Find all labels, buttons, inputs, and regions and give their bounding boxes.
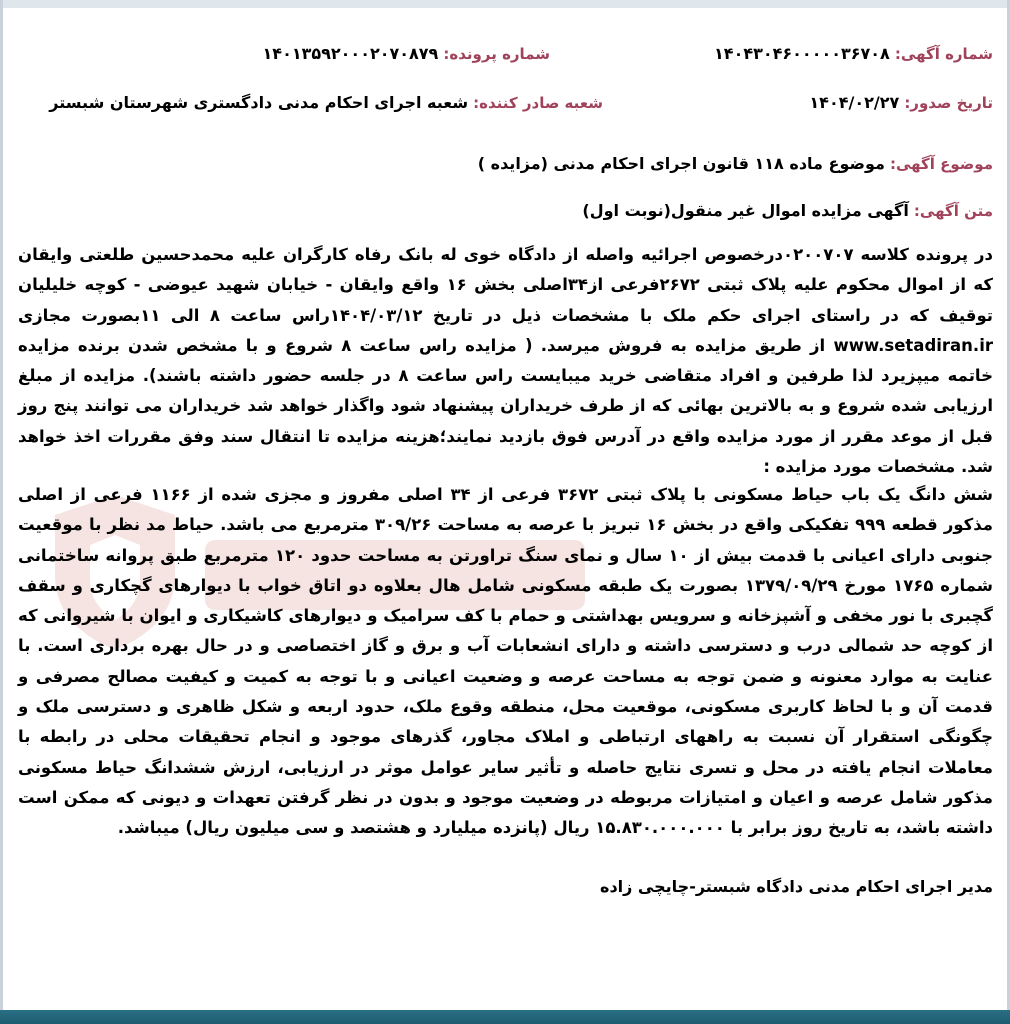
subject: موضوع ماده ۱۱۸ قانون اجرای احکام مدنی (مزایده ) (477, 154, 885, 173)
ad-number-label: شماره آگهی: (894, 45, 993, 63)
text-title-row (582, 201, 993, 220)
issuer-label: شعبه صادر کننده: (473, 94, 603, 112)
ad-number: ۱۴۰۴۳۰۴۶۰۰۰۰۰۳۶۷۰۸ (714, 44, 890, 63)
subject-row (478, 154, 993, 173)
ad-number-row (714, 44, 993, 63)
issue-date-row (809, 93, 993, 112)
case-number-row (263, 44, 550, 63)
issuer-row (49, 93, 603, 112)
text-label: متن آگهی: (913, 202, 993, 220)
issue-date-label: تاریخ صدور: (904, 94, 993, 112)
text-title: آگهی مزایده اموال غیر منقول(نوبت اول) (582, 201, 909, 220)
taskbar-strip (0, 1010, 1010, 1024)
signature: مدیر اجرای احکام مدنی دادگاه شبستر-چایچی زاده (600, 877, 993, 896)
paragraph-auction-details: در پرونده کلاسه ۰۲۰۰۷۰۷درخصوص اجرائیه واصله از دادگاه خوی له بانک رفاه کارگران علیه محمدحسین طلعتی وایقان که از اموال محکوم علیه پلاک ثبتی ۲۶۷۲فرعی از۳۴اصلی بخش ۱۶ واقع وایقان - خیابان شهید عیوضی - کوچه خلیلیان توقیف که در راستای اجرای حکم ملک با مشخصات ذیل در تاریخ ۱۴۰۴/۰۳/۱۲راس ساعت ۸ الی ۱۱بصورت مجازی www.setadiran.ir از طریق مزایده به فروش میرسد. ( مزایده راس ساعت ۸ شروع و با مشخص شدن برنده مزایده خاتمه میپزیرد لذا طرفین و افراد متقاضی خرید میبایست راس ساعت ۸ در جلسه حضور داشته باشند). مزایده از مبلغ ارزیابی شده شروع و به بالاترین بهائی که از طرف خریداران پیشنهاد شود واگذار خواهد شد خریداران می توانند پنج روز قبل از موعد مقرر از مورد مزایده واقع در آدرس فوق بازدید نمایند؛هزینه مزایده تا انتقال سند وفق مقررات اخذ خواهد شد. مشخصات مورد مزایده : (18, 245, 994, 477)
subject-label: موضوع آگهی: (889, 155, 993, 173)
paragraph-property-specs: شش دانگ یک باب حیاط مسکونی با پلاک ثبتی ۳۶۷۲ فرعی از ۳۴ اصلی مفروز و مجزی شده از ۱۱۶۶ فرعی از اصلی مذکور قطعه ۹۹۹ تفکیکی واقع در بخش ۱۶ تبریز با عرصه به مساحت ۳۰۹/۲۶ مترمربع می باشد. حیاط مد نظر با موقعیت جنوبی دارای اعیانی با قدمت بیش از ۱۰ سال و نمای سنگ تراورتن به مساحت حدود ۱۲۰ مترمربع طبق پروانه ساختمانی شماره ۱۷۶۵ مورخ ۱۳۷۹/۰۹/۲۹ بصورت یک طبقه مسکونی شامل هال بعلاوه دو اتاق خواب با دیوارهای گچکاری و سقف گچبری با نور مخفی و آشپزخانه و سرویس بهداشتی و حمام با کف سرامیک و دیوارهای کاشیکاری و ایوان با شیروانی که از کوچه حد شمالی درب و دسترسی داشته و دارای انشعابات آب و برق و گاز اختصاصی و در حال بهره برداری است. با عنایت به موارد معنونه و ضمن توجه به مساحت عرصه و وضعیت اعیانی و با توجه به کمیت و کیفیت مصالح مصرفی و قدمت آن و با لحاظ کاربری مسکونی، موقعیت محل، منطقه وقوع ملک، حدود اربعه و شکل ظاهری و دسترسی ملک و چگونگی استقرار آن نسبت به راههای ارتباطی و املاک مجاور، گذرهای موجود و انجام تحقیقات محلی در رابطه با معاملات انجام یافته در محل و تسری نتایج حاصله و تأثیر سایر عوامل موثر در ارزیابی، ارزش ششدانگ حیاط مسکونی مذکور شامل عرصه و اعیان و امتیازات مربوطه در وضعیت موجود و بدون در نظر گرفتن تعهدات و دیونی که ممکن است داشته باشد، به تاریخ روز برابر با ۱۵.۸۳۰.۰۰۰.۰۰۰ ریال (پانزده میلیارد و هشتصد و سی میلیون ریال) میباشد. (18, 485, 994, 838)
issuer: شعبه اجرای احکام مدنی دادگستری شهرستان شبستر (49, 93, 469, 112)
auction-notice (18, 0, 993, 1005)
issue-date: ۱۴۰۴/۰۲/۲۷ (809, 93, 900, 112)
window-left-edge (0, 0, 3, 1024)
case-number-label: شماره پرونده: (443, 45, 550, 63)
case-number: ۱۴۰۱۳۵۹۲۰۰۰۲۰۷۰۸۷۹ (262, 44, 439, 63)
